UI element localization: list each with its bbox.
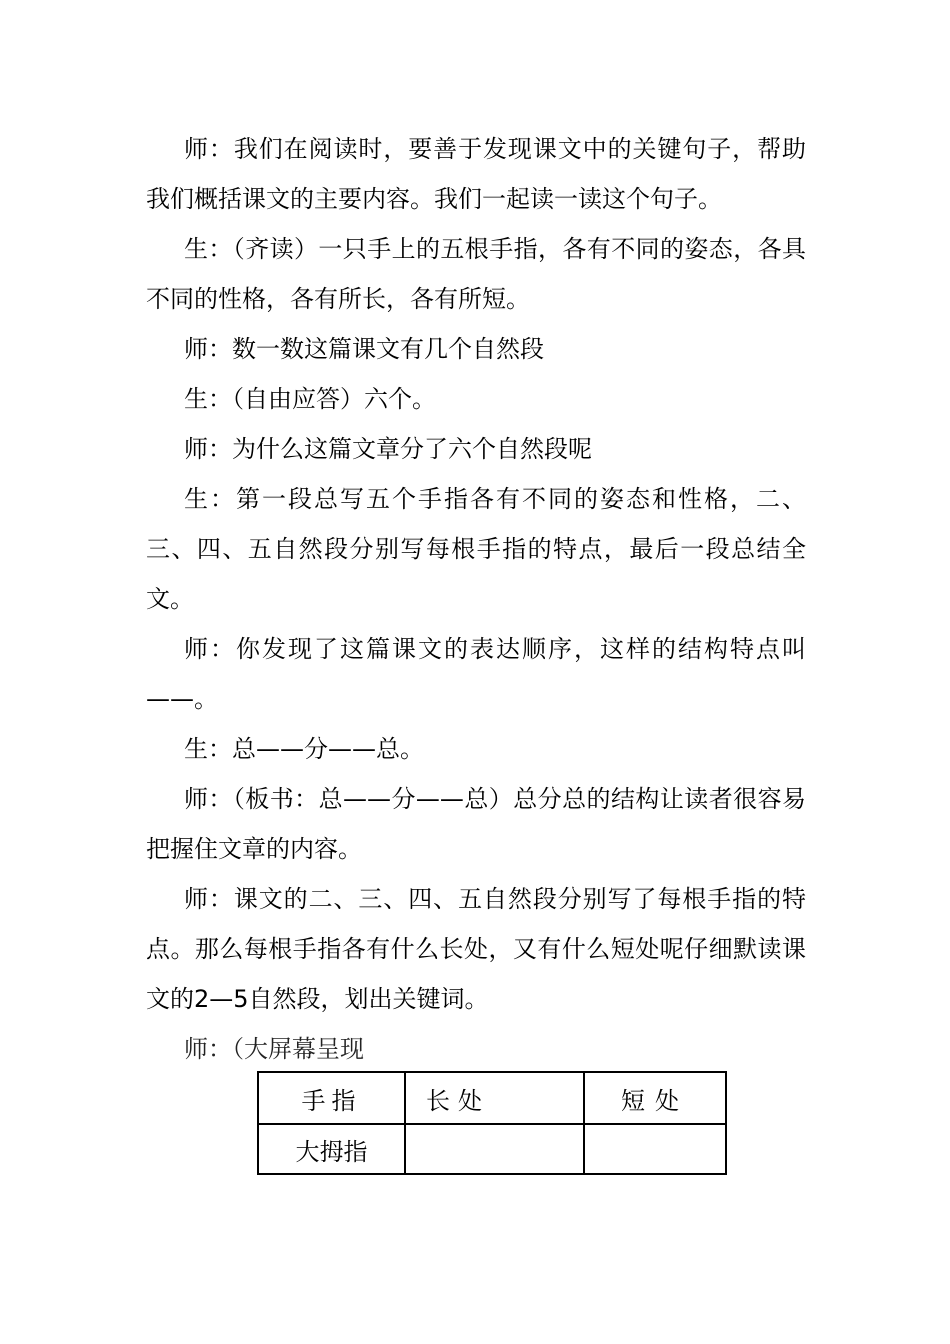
paragraph-2: 生：（齐读）一只手上的五根手指，各有不同的姿态，各具不同的性格，各有所长，各有所短。 xyxy=(146,235,806,313)
table-row xyxy=(258,1124,726,1174)
header-weakness: 短处 xyxy=(584,1072,726,1124)
paragraph-5: 师：为什么这篇文章分了六个自然段呢 xyxy=(184,435,592,463)
paragraph-10: 师：课文的二、三、四、五自然段分别写了每根手指的特点。那么每根手指各有什么长处，又有什么短处呢仔细默读课文的2—5自然段，划出关键词。 xyxy=(146,885,806,1013)
finger-table xyxy=(257,1071,727,1175)
paragraph-4: 生：（自由应答）六个。 xyxy=(184,385,436,413)
paragraph-3: 师：数一数这篇课文有几个自然段 xyxy=(184,335,544,363)
cell-weakness xyxy=(584,1124,726,1174)
paragraph-9: 师：（板书：总——分——总）总分总的结构让读者很容易把握住文章的内容。 xyxy=(146,785,806,863)
cell-strength xyxy=(405,1124,584,1174)
paragraph-1: 师：我们在阅读时，要善于发现课文中的关键句子，帮助我们概括课文的主要内容。我们一起读一读这个句子。 xyxy=(146,135,806,213)
header-strength: 长处 xyxy=(405,1072,584,1124)
header-finger: 手指 xyxy=(258,1072,405,1124)
paragraph-8: 生：总——分——总。 xyxy=(184,735,424,763)
paragraph-7: 师：你发现了这篇课文的表达顺序，这样的结构特点叫——。 xyxy=(146,635,806,713)
paragraph-11: 师：（大屏幕呈现 xyxy=(184,1035,364,1063)
document-body xyxy=(146,124,806,1074)
cell-finger: 大拇指 xyxy=(258,1124,405,1174)
table-header-row xyxy=(258,1072,726,1124)
paragraph-6: 生：第一段总写五个手指各有不同的姿态和性格，二、三、四、五自然段分别写每根手指的特点，最后一段总结全文。 xyxy=(146,485,806,613)
